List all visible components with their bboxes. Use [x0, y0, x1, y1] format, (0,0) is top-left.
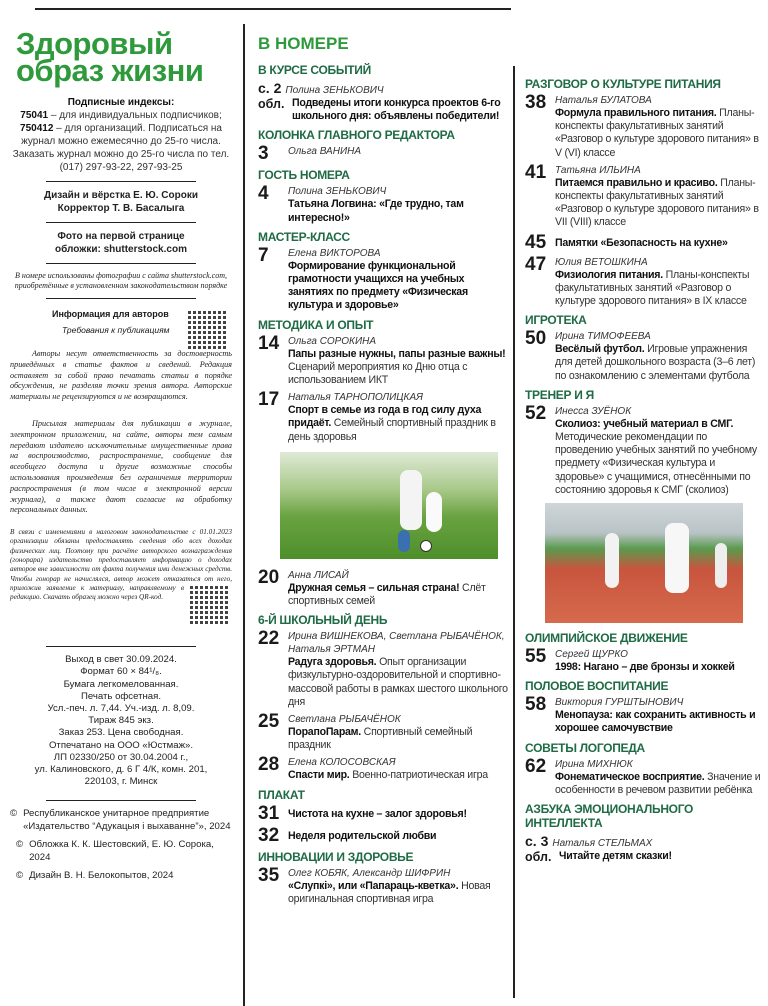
entry-author: Сергей ЩУРКО [555, 649, 628, 661]
divider [46, 800, 196, 801]
qr-code-icon[interactable] [190, 586, 228, 624]
copyright-text: Обложка К. К. Шестовский, Е. Ю. Сорока, 2024 [29, 839, 214, 863]
section-heading: ПОЛОВОЕ ВОСПИТАНИЕ [525, 679, 669, 694]
section-heading: ОЛИМПИЙСКОЕ ДВИЖЕНИЕ [525, 631, 688, 646]
toc-middle-column [258, 34, 510, 910]
entry-description: Спортивный семейный праздник [288, 726, 473, 752]
top-rule [35, 8, 511, 10]
entry-description: Планы-конспекты факультативных занятий «Разговор о культуре здорового питания» в V (VI) классе [555, 107, 759, 159]
entry-text [288, 348, 510, 388]
copyright-line [16, 839, 232, 864]
toc-entry[interactable] [258, 566, 510, 608]
column-divider [513, 66, 515, 998]
subscription-index: 750412 [20, 123, 54, 134]
toc-entry[interactable] [525, 161, 765, 230]
page-number: 41 [525, 161, 547, 183]
section-heading: МЕТОДИКА И ОПЫТ [258, 317, 374, 332]
entry-text [288, 656, 510, 709]
cover-label: обл. [525, 850, 552, 865]
copyright-text: Дизайн В. Н. Белокопытов, 2024 [29, 870, 174, 882]
page-number: 17 [258, 389, 280, 411]
page-number: 47 [525, 253, 547, 275]
toc-entry[interactable] [525, 94, 765, 160]
page-number: 28 [258, 754, 280, 776]
entry-title: «Слупкі», или «Папараць-кветка». [288, 879, 459, 892]
entry-text [555, 661, 765, 674]
tax-notice: В связи с изменениями в налоговом законодательстве с 01.01.2023 организации обязаны предоставлять сведения обо всех доходах физических лиц. Поэтому при расчёте авторского вознаграждения (гонорара) издательство предоставляет информацию о доходах авторов вне зависимости от факта получения ими денежных средств. Чтобы гонорар не начислялся, автор может отказаться от него, приложив заявление к материалу, направляемому в редакцию. Скачать образец можно через QR-код. [10, 528, 232, 602]
entry-body [288, 630, 510, 709]
entry-author: Ирина МИХНЮК [555, 758, 633, 770]
toc-middle-list [258, 63, 510, 906]
toc-entry[interactable] [258, 756, 510, 782]
entry-body [288, 756, 510, 782]
entry-title: Спасти мир. [288, 769, 350, 782]
entry-text [555, 237, 765, 250]
imprint-line: 220103, г. Минск [84, 776, 158, 788]
copyrights [10, 808, 232, 883]
divider [46, 646, 196, 647]
entry-body [555, 330, 765, 383]
entry-description: Новая оригинальная спортивная игра [288, 879, 491, 905]
entry-text [288, 404, 510, 444]
page-number: 25 [258, 711, 280, 733]
copyright-text: Республиканское унитарное предприятие «Издательство “Адукацыя і выхаванне”», 2024 [23, 808, 231, 832]
entry-text [288, 808, 510, 821]
entry-author: Ирина ВИШНЕКОВА, Светлана РЫБАЧЁНОК, Наталья ЭРТМАН [288, 631, 505, 656]
page-number: 7 [258, 244, 269, 266]
section-heading: МАСТЕР-КЛАСС [258, 229, 350, 244]
entry-body [288, 335, 510, 388]
entry-text [288, 198, 510, 224]
imprint-line: Формат 60 × 84¹/₈. [80, 666, 162, 678]
page-number: 58 [525, 694, 547, 716]
entry-body [555, 696, 765, 735]
staff-credits [10, 189, 232, 215]
imprint-line: ул. Калиновского, д. 6 Г 4/К, комн. 201, [34, 763, 208, 775]
imprint-line: Заказ 253. Цена свободная. [58, 727, 184, 739]
photo-figure [715, 543, 727, 588]
entry-title: ПорапоПарам. [288, 726, 361, 739]
subscription-text: – для организаций. Подписаться на журнал можно ежемесячно до 25-го числа. Заказать журнал можно до 25-го числа по тел. (017) 297-93-22, 297-93-25 [12, 123, 230, 173]
entry-author: Ольга СОРОКИНА [288, 335, 376, 347]
imprint-line: Усл.-печ. л. 7,44. Уч.-изд. л. 8,09. [47, 702, 195, 714]
section-heading: АЗБУКА ЭМОЦИОНАЛЬНОГО ИНТЕЛЛЕКТА [525, 802, 694, 831]
entry-author: Юлия ВЕТОШКИНА [555, 256, 648, 268]
entry-title: Папы разные нужны, папы разные важны! [288, 347, 506, 360]
entry-text [555, 107, 765, 160]
entry-author: Наталья БУЛАТОВА [555, 95, 652, 106]
toc-entry[interactable] [258, 824, 510, 846]
toc-entry[interactable] [525, 755, 765, 797]
page-number: 3 [258, 143, 269, 165]
entry-text [555, 343, 765, 383]
entry-description: Сценарий мероприятия ко Дню отца с использованием ИКТ [288, 360, 468, 387]
section-heading: 6-Й ШКОЛЬНЫЙ ДЕНЬ [258, 613, 388, 628]
imprint-line: Бумага легкомелованная. [63, 678, 179, 690]
section-heading: ИННОВАЦИИ И ЗДОРОВЬЕ [258, 849, 414, 864]
imprint-line: Отпечатано на ООО «Юстмаж». [48, 739, 194, 751]
imprint-line: ЛП 02330/250 от 30.04.2004 г., [53, 751, 189, 763]
credit-line: Фото на первой странице [57, 231, 185, 242]
tax-notice-block [10, 528, 232, 624]
entry-title: Формула правильного питания. [555, 107, 717, 119]
toc-entry[interactable] [525, 833, 765, 864]
credit-line: Дизайн и вёрстка Е. Ю. Сороки [44, 190, 198, 201]
toc-entry[interactable] [525, 648, 765, 674]
toc-right-list [525, 77, 765, 864]
toc-entry[interactable] [258, 185, 510, 224]
section-heading: ПЛАКАТ [258, 787, 305, 802]
entry-title: Физиология питания. [555, 268, 663, 281]
entry-author: Полина ЗЕНЬКОВИЧ [288, 186, 387, 198]
entry-text [555, 177, 765, 230]
divider [46, 298, 196, 299]
entry-author: Анна ЛИСАЙ [288, 569, 349, 581]
subscription-title: Подписные индексы: [67, 97, 175, 108]
toc-entry[interactable] [258, 713, 510, 752]
logo-line: образ жизни [16, 53, 204, 88]
toc-entry[interactable] [258, 80, 510, 123]
entry-body [288, 185, 510, 224]
entry-author: Виктория ГУРШТЫНОВИЧ [555, 697, 684, 709]
entry-body [555, 164, 765, 230]
divider [46, 263, 196, 264]
toc-entry[interactable] [525, 696, 765, 735]
entry-body [525, 850, 765, 864]
divider [46, 222, 196, 223]
entry-body [258, 97, 510, 123]
credit-line: Корректор Т. В. Басалыга [57, 203, 185, 214]
qr-code-icon[interactable] [188, 311, 226, 349]
photo-credit [10, 230, 232, 256]
toc-entry[interactable] [258, 630, 510, 709]
entry-title: Формирование функциональной грамотности учащихся на учебных занятиях по предмету «Физическая культура и здоровье» [288, 259, 468, 312]
entry-body [288, 247, 510, 313]
entry-description: Планы-конспекты факультативных занятий «Разговор о культуре здорового питания» в IX классе [555, 268, 750, 308]
entry-title: Неделя родительской любви [288, 829, 437, 842]
entry-text [288, 880, 510, 906]
page-number: 55 [525, 646, 547, 668]
authors-info [10, 309, 232, 624]
entry-text [288, 260, 510, 313]
toc-entry[interactable] [258, 244, 510, 313]
photo-figure [426, 492, 442, 532]
entry-author: Наталья СТЕЛЬМАХ [552, 838, 653, 850]
subscription-index: 75041 [20, 110, 49, 121]
entry-text [288, 726, 510, 752]
copyright-icon: © [10, 808, 18, 820]
entry-title: Татьяна Логвина: «Где трудно, там интересно!» [288, 198, 464, 224]
entry-body [555, 256, 765, 309]
section-heading: ГОСТЬ НОМЕРА [258, 168, 350, 183]
entry-title: Фонематическое восприятие. [555, 770, 705, 783]
entry-author: Полина ЗЕНЬКОВИЧ [285, 85, 384, 96]
entry-description: Семейный спортивный праздник в день здоровья [288, 417, 496, 443]
entry-description: Игровые упражнения для детей дошкольного возраста (3–6 лет) по ознакомлению с элементами футбола [555, 343, 756, 382]
entry-text [288, 830, 510, 843]
section-heading: ИГРОТЕКА [525, 313, 587, 328]
entry-body [288, 867, 510, 906]
imprint [10, 654, 232, 788]
entry-description: Опыт организации физкультурно-оздоровительной и спортивно-массовой работы в рамках шестого школьного дня [288, 656, 508, 708]
page-number: 50 [525, 328, 547, 350]
entry-title: Сколиоз: учебный материал в СМГ. [555, 417, 734, 430]
photo-figure [665, 523, 689, 593]
entry-body [288, 805, 510, 823]
page-number: 31 [258, 802, 280, 824]
entry-body [288, 569, 510, 608]
page-number: с. 3 [525, 833, 549, 850]
entry-title: Чистота на кухне – залог здоровья! [288, 807, 467, 820]
section-heading: В КУРСЕ СОБЫТИЙ [258, 63, 371, 77]
entry-body [288, 145, 510, 163]
entry-header [525, 833, 765, 850]
cover-label: обл. [258, 97, 285, 111]
entry-title: Радуга здоровья. [288, 656, 377, 669]
entry-author: Светлана РЫБАЧЁНОК [288, 714, 401, 726]
photo-figure [398, 530, 410, 552]
imprint-line: Выход в свет 30.09.2024. [65, 654, 177, 666]
entry-title: Спорт в семье из года в год силу духа придаёт. [288, 404, 482, 430]
copyright-icon: © [16, 870, 24, 882]
entry-text [288, 769, 510, 782]
entry-body [555, 648, 765, 674]
entry-body [288, 827, 510, 845]
entry-text [559, 850, 765, 864]
entry-text [288, 582, 510, 608]
entry-body [555, 234, 765, 252]
entry-description: Слёт спортивных семей [288, 581, 486, 608]
photo-figure [400, 470, 422, 530]
toc-right-column [525, 72, 765, 868]
entry-author: Елена ВИКТОРОВА [288, 247, 381, 259]
authors-paragraph: Авторы несут ответственность за достоверность приведённых в статье фактов и сведений. Редакция оставляет за собой право печатать статьи в порядке обсуждения, не разделяя точки зрения автора. Авторские материалы не рецензируются и не возвращаются. [10, 349, 232, 402]
entry-title: 1998: Нагано – две бронзы и хоккей [555, 661, 735, 674]
section-heading: РАЗГОВОР О КУЛЬТУРЕ ПИТАНИЯ [525, 77, 721, 91]
entry-description: Значение и особенности в речевом развитии ребёнка [555, 770, 761, 796]
subscription-info [10, 96, 232, 174]
entry-title: Питаемся правильно и красиво. [555, 176, 718, 189]
entry-title: Весёлый футбол. [555, 343, 645, 356]
divider [46, 181, 196, 182]
entry-text [555, 771, 765, 797]
entry-body [288, 713, 510, 752]
page-number: 32 [258, 824, 280, 846]
toc-entry[interactable] [525, 253, 765, 309]
toc-entry[interactable] [525, 231, 765, 253]
entry-title: Подведены итоги конкурса проектов 6-го школьного дня: объявлены победители! [292, 97, 501, 123]
copyright-line [10, 808, 232, 833]
entry-body [555, 94, 765, 160]
section-heading: СОВЕТЫ ЛОГОПЕДА [525, 740, 645, 755]
entry-body [288, 391, 510, 444]
entry-text [555, 269, 765, 309]
page-number: с. 2 [258, 80, 282, 96]
page-number: 22 [258, 628, 280, 650]
page-number: 4 [258, 183, 269, 205]
column-divider [243, 24, 245, 1006]
page-number: 20 [258, 566, 280, 588]
entry-author: Елена КОЛОСОВСКАЯ [288, 757, 396, 769]
entry-title: Читайте детям сказки! [559, 850, 672, 863]
entry-header [258, 80, 510, 97]
imprint-line: Печать офсетная. [80, 690, 162, 702]
toc-entry[interactable] [258, 391, 510, 444]
toc-entry[interactable] [525, 330, 765, 383]
section-heading: ТРЕНЕР И Я [525, 387, 594, 402]
authors-title: Информация для авторов [52, 309, 169, 319]
page-number: 14 [258, 332, 280, 354]
entry-author: Олег КОБЯК, Александр ШИФРИН [288, 867, 451, 879]
article-photo [280, 452, 498, 559]
entry-title: Дружная семья – сильная страна! [288, 581, 460, 594]
entry-title: Менопауза: как сохранить активность и хорошее самочувствие [555, 709, 756, 735]
article-photo [545, 503, 743, 623]
entry-text [555, 418, 765, 497]
page-number: 52 [525, 402, 547, 424]
authors-paragraph: Присылая материалы для публикации в журнале, электронном приложении, на сайте, авторы тем самым передают издателю исключительные имущественные права на воспроизводство, распространение, сообщение для всеобщего доступа и другие возможные способы использования произведения без ограничения территории распространения (в том числе в электронной версии журнала), а также дают согласие на обработку персональных данных. [10, 418, 232, 515]
entry-description: Военно-патриотическая игра [349, 769, 488, 782]
football-icon [420, 540, 432, 552]
toc-entry[interactable] [258, 864, 510, 906]
photo-figure [605, 533, 619, 588]
entry-author: Наталья ТАРНОПОЛИЦКАЯ [288, 392, 423, 404]
authors-subtitle: Требования к публикациям [62, 325, 170, 335]
entry-author: Татьяна ИЛЬИНА [555, 164, 641, 176]
toc-entry[interactable] [258, 802, 510, 824]
entry-title: Памятки «Безопасность на кухне» [555, 236, 728, 249]
imprint-line: Тираж 845 экз. [88, 715, 154, 727]
entry-description: Методические рекомендации по проведению учебных занятий по учебному предмету «Физическая культура и здоровье» с учащимися, отнесёнными по состоянию здоровья к СМГ (сколиоз) [555, 431, 757, 496]
entry-text [292, 97, 510, 123]
copyright-line [16, 870, 232, 883]
entry-body [555, 405, 765, 497]
section-heading: КОЛОНКА ГЛАВНОГО РЕДАКТОРА [258, 128, 455, 143]
entry-text [555, 709, 765, 735]
entry-author: Инесса ЗУЁНОК [555, 405, 632, 417]
page-number: 35 [258, 864, 280, 886]
entry-author: Ольга ВАНИНА [288, 146, 361, 158]
credit-line: обложки: shutterstock.com [55, 244, 187, 255]
subscription-text: – для индивидуальных подписчиков; [48, 110, 222, 121]
copyright-icon: © [16, 839, 24, 851]
entry-body [555, 758, 765, 797]
toc-entry[interactable] [258, 145, 510, 163]
page-number: 45 [525, 231, 547, 253]
magazine-logo [16, 26, 232, 88]
entry-description: Планы-конспекты факультативных занятий «Разговор о культуре здорового питания» в VII (VIII) классе [555, 176, 759, 229]
photo-notice: В номере использованы фотографии с сайта shutterstock.com, приобретённые в установленном законодательством порядке [14, 271, 228, 290]
logo-line: Здоровый [16, 26, 173, 61]
page-number: 38 [525, 92, 547, 113]
page-number: 62 [525, 755, 547, 777]
toc-title: В НОМЕРЕ [258, 34, 349, 53]
toc-entry[interactable] [258, 332, 510, 388]
toc-entry[interactable] [525, 402, 765, 497]
entry-author: Ирина ТИМОФЕЕВА [555, 331, 651, 343]
masthead-column [10, 26, 232, 883]
